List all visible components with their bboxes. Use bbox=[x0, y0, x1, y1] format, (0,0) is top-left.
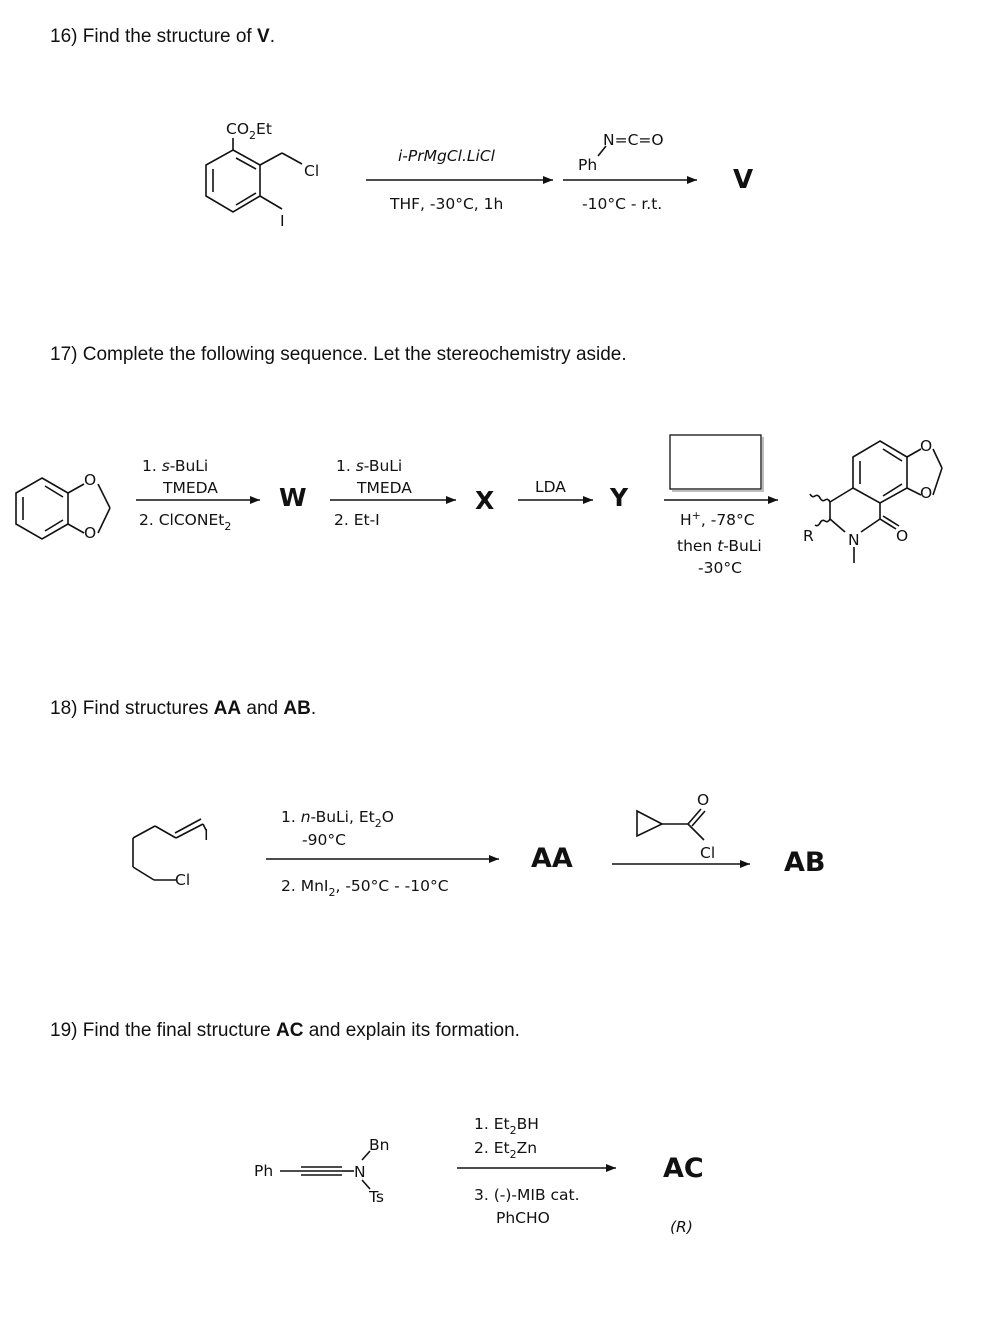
alkyl-chloride-label: Cl bbox=[175, 871, 191, 889]
product-ab: AB bbox=[784, 847, 826, 878]
q17-step1-line1: 1. s-BuLi bbox=[142, 457, 209, 475]
q16-step1-conditions: THF, -30°C, 1h bbox=[390, 195, 504, 213]
acyl-oxygen-label: O bbox=[697, 791, 710, 809]
intermediate-y: Y bbox=[610, 483, 629, 512]
dioxole-oxygen-bottom: O bbox=[920, 484, 933, 502]
q17-step2-line2: TMEDA bbox=[357, 479, 412, 497]
q16-step1-reagent: i-PrMgCl.LiCl bbox=[398, 147, 495, 165]
acyl-chloride-label: Cl bbox=[700, 844, 716, 862]
q18-step1-line1: 1. n-BuLi, $Et_2O$ bbox=[281, 808, 394, 830]
tosyl-label: Ts bbox=[369, 1188, 384, 1206]
phenyl-label: Ph bbox=[254, 1162, 274, 1180]
q17-final-product bbox=[803, 437, 942, 563]
vinyl-iodide-label: I bbox=[204, 826, 209, 844]
q19-ynamide bbox=[254, 1136, 389, 1206]
r-group-label: R bbox=[803, 527, 814, 545]
intermediate-x: X bbox=[475, 486, 495, 515]
dioxole-oxygen-top: O bbox=[920, 437, 933, 455]
q19-step-line4: PhCHO bbox=[496, 1209, 550, 1227]
q19-step-line2: 2. $Et_2Zn$ bbox=[474, 1139, 538, 1161]
co2et-label: $CO_2Et$ bbox=[226, 120, 272, 142]
product-configuration: (R) bbox=[670, 1218, 693, 1236]
chlorine-label: Cl bbox=[304, 162, 320, 180]
q18-starting-material bbox=[133, 819, 209, 889]
phenyl-label: Ph bbox=[578, 156, 598, 174]
oxygen-label-top: O bbox=[84, 471, 97, 489]
question-16-title: 16) Find the structure of V. bbox=[50, 26, 275, 47]
q17-step1-line2: TMEDA bbox=[163, 479, 218, 497]
q16-starting-material bbox=[206, 120, 319, 230]
product-v: V bbox=[733, 165, 754, 195]
q17-step4-line2: then t-BuLi bbox=[677, 537, 762, 555]
oxygen-label-bottom: O bbox=[84, 524, 97, 542]
nitrogen-label: N bbox=[848, 531, 860, 549]
carbonyl-oxygen: O bbox=[896, 527, 909, 545]
q17-step1-line3: 2. ClCONEt$_2$ bbox=[139, 511, 232, 533]
q18-acyl-chloride-reagent bbox=[637, 791, 715, 862]
iodine-label: I bbox=[280, 212, 285, 230]
isocyanate-label: N=C=O bbox=[603, 131, 664, 149]
q18-step1-line3: 2. MnI$_2$, -50°C - -10°C bbox=[281, 877, 449, 899]
q16-isocyanate-reagent bbox=[578, 131, 664, 174]
q17-benzodioxole bbox=[16, 471, 110, 542]
q17-step2-line3: 2. Et-I bbox=[334, 511, 380, 529]
question-18-title: 18) Find structures AA and AB. bbox=[50, 698, 317, 719]
q19-step-line3: 3. (-)-MIB cat. bbox=[474, 1186, 580, 1204]
q18-step1-line2: -90°C bbox=[302, 831, 346, 849]
q19-step-line1: 1. $Et_2BH$ bbox=[474, 1115, 539, 1137]
sulfonamide-nitrogen: N bbox=[354, 1163, 366, 1181]
q17-step3-reagent: LDA bbox=[535, 478, 566, 496]
q17-step4-line1: H+, -78°C bbox=[680, 509, 755, 529]
q17-step2-line1: 1. s-BuLi bbox=[336, 457, 403, 475]
question-19-title: 19) Find the final structure AC and explain its formation. bbox=[50, 1020, 520, 1041]
intermediate-aa: AA bbox=[531, 843, 573, 874]
intermediate-w: W bbox=[279, 483, 307, 512]
benzyl-label: Bn bbox=[369, 1136, 390, 1154]
q17-step4-line3: -30°C bbox=[698, 559, 742, 577]
q16-step2-conditions: -10°C - r.t. bbox=[582, 195, 663, 213]
question-17-title: 17) Complete the following sequence. Let the stereochemistry aside. bbox=[50, 344, 627, 365]
product-ac: AC bbox=[663, 1153, 704, 1184]
answer-box[interactable] bbox=[670, 435, 761, 489]
